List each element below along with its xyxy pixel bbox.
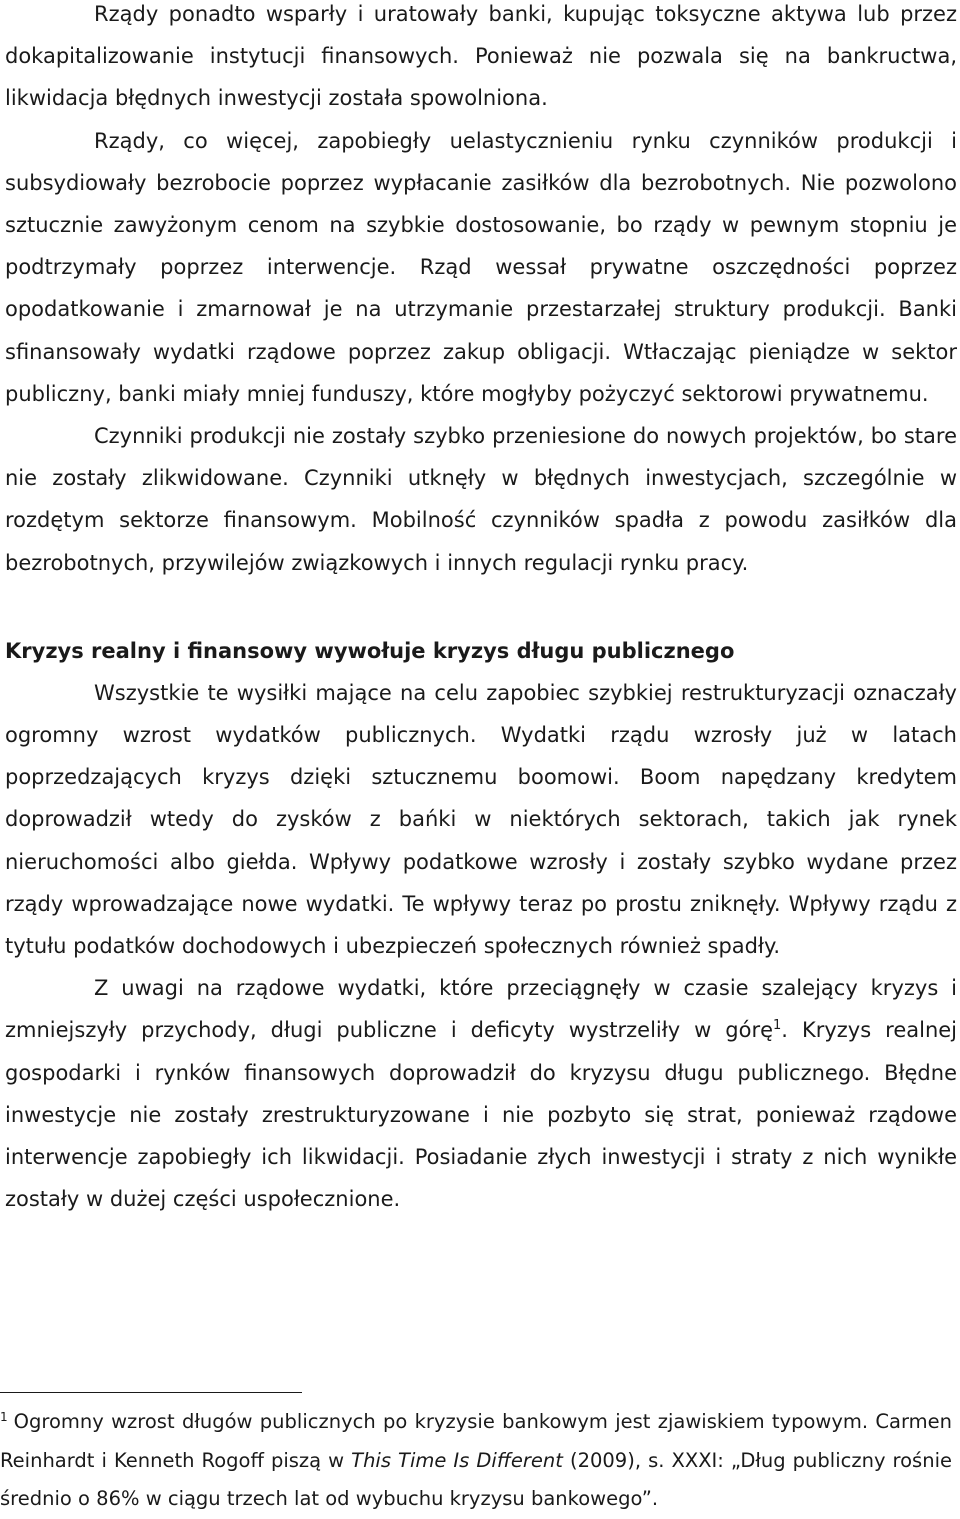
paragraph-public-debt-text-2: . Kryzys realnej gospodarki i rynków finansowych doprowadził do kryzysu długu publicznego. Błędne inwestycje nie zostały zrestrukturyzowane i nie pozbyto się strat, ponieważ rządowe interwencje zapobiegły ich likwidacji. Posiadanie złych inwestycji i straty z nich wynikłe zostały w dużej części uspołecznione.	[5, 1018, 958, 1212]
section-heading: Kryzys realny i finansowy wywołuje kryzys długu publicznego	[5, 638, 735, 663]
paragraph-labor-market: Rządy, co więcej, zapobiegły uelastycznieniu rynku czynników produkcji i subsydiowały bezrobocie poprzez wypłacanie zasiłków dla bezrobotnych. Nie pozwolono sztucznie zawyżonym cenom na szybkie dostosowanie, bo rządy w pewnym stopniu je podtrzymały poprzez interwencje. Rząd wessał prywatne oszczędności poprzez opodatkowanie i zmarnował je na utrzymanie przestarzałej struktury produkcji. Banki sfinansowały wydatki rządowe poprzez zakup obligacji. Wtłaczając pieniądze w sektor publiczny, banki miały mniej funduszy, które mogłyby pożyczyć sektorowi prywatnemu.	[5, 128, 957, 406]
footnote-separator	[0, 1392, 302, 1393]
footnote-text-2: (2009), s. XXXI: „Dług publiczny rośnie średnio o 86% w ciągu trzech lat od wybuchu kryzysu bankowego”.	[0, 1448, 952, 1511]
paragraph-public-debt	[5, 967, 957, 1220]
paragraph-public-spending: Wszystkie te wysiłki mające na celu zapobiec szybkiej restrukturyzacji oznaczały ogromny wzrost wydatków publicznych. Wydatki rządu wzrosły już w latach poprzedzających kryzys dzięki sztucznemu boomowi. Boom napędzany kredytem doprowadził wtedy do zysków z bańki w niektórych sektorach, takich jak rynek nieruchomości albo giełda. Wpływy podatkowe wzrosły i zostały szybko wydane przez rządy wprowadzające nowe wydatki. Te wpływy teraz po prostu zniknęły. Wpływy rządu z tytułu podatków dochodowych i ubezpieczeń społecznych również spadły.	[5, 680, 957, 959]
paragraph-public-debt-text-1: Z uwagi na rządowe wydatki, które przeciągnęły w czasie szalejący kryzys i zmniejszyły przychody, długi publiczne i deficyty wystrzeliły w górę	[5, 976, 957, 1043]
footnote-mark: 1	[0, 1409, 8, 1424]
footnote	[0, 1403, 952, 1519]
paragraph-factors-of-production: Czynniki produkcji nie zostały szybko przeniesione do nowych projektów, bo stare nie zostały zlikwidowane. Czynniki utknęły w błędnych inwestycjach, szczególnie w rozdętym sektorze finansowym. Mobilność czynników spadła z powodu zasiłków dla bezrobotnych, przywilejów związkowych i innych regulacji rynku pracy.	[5, 424, 957, 575]
footnote-text-1: Ogromny wzrost długów publicznych po kryzysie bankowym jest zjawiskiem typowym. Carmen Reinhardt i Kenneth Rogoff piszą w	[0, 1410, 952, 1472]
paragraph-bank-rescue: Rządy ponadto wsparły i uratowały banki, kupując toksyczne aktywa lub przez dokapitalizowanie instytucji finansowych. Ponieważ nie pozwala się na bankructwa, likwidacja błędnych inwestycji została spowolniona.	[5, 2, 957, 111]
footnote-book-title: This Time Is Different	[351, 1448, 563, 1472]
document-page	[5, 0, 957, 1220]
footnote-reference[interactable]: 1	[773, 1018, 782, 1034]
